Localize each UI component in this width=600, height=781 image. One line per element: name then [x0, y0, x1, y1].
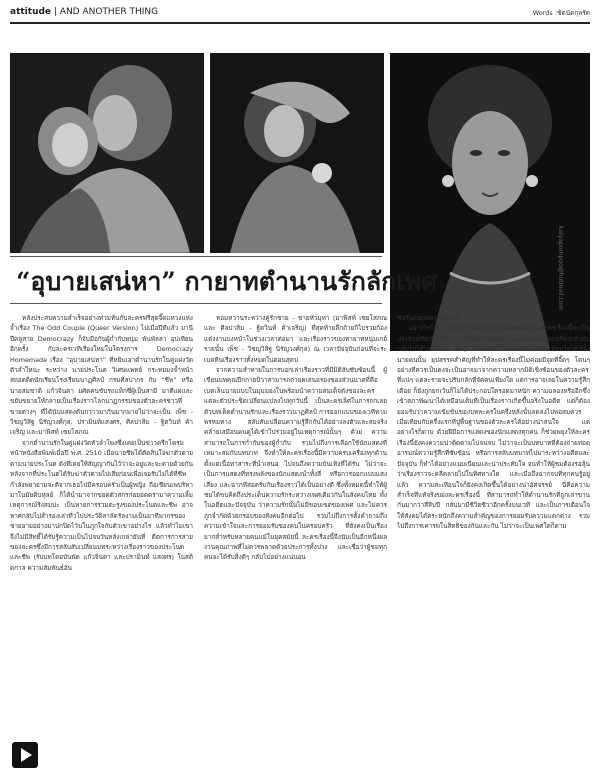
- headline-block: [10, 256, 438, 304]
- section-label-rest: | AND ANOTHER THING: [51, 7, 159, 17]
- play-button[interactable]: [12, 742, 38, 768]
- paragraph: จากความสำหายในการบอกเล่าเรื่องราวที่มีมิติลับซับซ้อนนี้ ผู้เขียนบทคุณปีกกายบิวาสามารถถ่ายคเสนอรองของส่วนนาดที่คือเบดเล็นนายแบบในมุมมองในพร้อมนำความสมเด็จดังของละครแต่ละตัวประชิดเปลี่ยนแปลงไปทุกวันนี้ เป็นละครเลิศในการถกเลย ตัวบทเด็ดตำนานรักและเรื่องราวนาฏศิลป์ การออกแบบของเวทีทามพรหมทาง สลับสับเปลี่ยนความรู้สึกกันได้อย่างลงตัวและสมจริงคล้ายเสมือนคนดูได้เข้าไปร่วมอยู่ในเหตุการณ์นั้นๆ ด้วย ความสามารถในการกำกับของผู้กำกับ รวมไปถึงการเลือกใช้นักแสดงที่เหมาะสมกับบทบาท จึงทำให้ละครเรื่องนี้มีความครบเครื่องทุกด้าน ตั้งแต่เนื้อหาสาระที่นำเสนอ ไปจนถึงความบันเทิงที่ได้รับ ไม่ว่าจะเป็นการแสดงที่ทรงพลังของนักแสดงนำทั้งสี่ หรือการออกแบบแสง เสียง และฉากที่สอดรับกับเรื่องราวได้เป็นอย่างดี ซึ่งทั้งหมดนี้ทำให้ผู้ชมได้ขบคิดถึงประเด็นความรักระหว่างเพศเดียวกันในสังคมไทย ทั้งในอดีตและปัจจุบัน ว่าความรักนั้นไม่มีขอบเขตของเพศ และไม่ควรถูกจำกัดด้วยกรอบของสังคมอีกต่อไป รวมไปถึงการตั้งคำถามถึงความเข้าใจและการยอมรับของคนในครอบครัว ที่ยังคงเป็นเรื่องยากสำหรับหลายคนแม้ในยุคสมัยนี้ ละครเรื่องนี้จึงนับเป็นอีกหนึ่งผลงานคุณภาพที่ไม่ควรพลาดด้วยประการทั้งปวง และเชื่อว่าผู้ชมทุกคนจะได้รับสิ่งดีๆ กลับไปอย่างแน่นอน: [204, 366, 387, 562]
- stage-photo-couple: [10, 53, 204, 253]
- headline: “อุบายเสน่หา” กายาทตำนานรักลักเพศ: [16, 267, 438, 296]
- paragraph: จากตำนานรักในคู่แฝงวัดหัวลำโพงซึ่งเคยเป็นข่าวครึกโครมหน้าหนังสือพิมพ์เมื่อปี พ.ศ. 2510 เมื่อนายชีพได้ตัดสินใจฆ่าตัวตายตามนายประโนต ดังที่เคยให้สัญญากันไว้ว่าจะอยู่และจะตายด้วยกัน หลังจากที่ประโนตได้รับฆ่าตัวตายไปเสียก่อนเพื่อเจอรับไม่ได้ที่ชีพกำลังพยายามจะตีจากเธอไปมีครอบครัวเป็นผู้หญิง ถือเชียนเพบริหา มาในมัยติบหุลย์ ก็ได้นำมาจากขยดตัวสกรก่อยอดดรามาความเลิ้มเหตุการณ์ริงสมปะ เป็นหายการร่วมตะรูงของประโนตและชีพ อาจหาศกลับไปสำรองเล่าที่วไปประวัติสาลัดรัลงามเป็นมาทีมากรของชายอายอย่างมาปกปิดไว้นในภูกใจกับตัวเขาอย่างไร แล้วทำไมเขาจึงไม่มีสิทธิ์ได้รับรู้ความเป็นไปจบวันหลังเกล่ายันที่ ดีตการการสายของละครซึ่งมีการสลับสับเปลี่ยนบทระหว่างเรื่องราวของประโนตและชีพ (รับบทโดยบันพัด แก้วจินดา และปรามินท์ แสงศร) ในสติดกาล ความสัมพันธ์อัน: [10, 438, 193, 572]
- section-label-bold: attitude: [10, 7, 52, 17]
- byline: Words :ชัดนัดกุลรัต: [532, 9, 590, 17]
- paragraph: อย่างไรก็ดี ไม่ว่าความสำเร็จในเชิงเทคนิคของละครเรื่องนี้จะเป็นประจักษ์ชัดเพียงใด แต่ในด้านพลังทางแบบโดยรวมของเรื่องแล้วนับกลับไปได้ไม่ถึงในฝ ทั้งๆ ที่เรื่องราวก็ออกจะชวนให้สะเทือนใจได้เรียงนายคนนั้น ยุปสรรคสำคัญที่ทำให้ละครเรื่องนี้ไม่ค่อยมีจุดที่จี๊ดๆ โดนๆ อย่างที่ควรเป็นคงจะเป็นอาจมาจากความหลากมิติเชิงซ้อนของตัวละครที่แน่ๆ แต่ละรายจะปรับกลักที่จัดคนเพียงใด แต่การอาจเลยในความรู้สึกเดือย ก็ยังถูกยกเว้นก็ไม่ได้ประกอบใดรอดมาหนัก ความฉลองหรืออีกซึ่งเข้าสภาพัฒนาได้เหมือนเดิมที่เป็นเรื่องราวเกิดขึ้นจริงในอดีต แต่ก็ต้องยอมรับว่าความเข้มข้นของบทละครในครึ่งหลังนั้นลดลงไปพอสมควร เมื่อเทียบกับครึ่งแรกที่ปูพื้นฐานของตัวละครได้อย่างน่าสนใจ แต่อย่างไรก็ตาม ด้วยฝีมือการแสดงของนักแสดงทุกคน ก็ช่วยพยุงให้ละครเรื่องนี้ยังคงความน่าติดตามไปจนจบ ไม่ว่าจะเป็นบทบาทที่ต้องถ่ายทอดอารมณ์ความรู้สึกที่ซับซ้อน หรือการสลับบทบาทไปมาระหว่างอดีตและปัจจุบัน ก็ทำได้อย่างแนบเนียนและน่าประทับใจ จนทำให้ผู้ชมต้องรอลุ้นว่าเรื่องราวจะคลี่คลายไปในทิศทางใด และเมื่อถึงฉากจบที่ทุกคนรู้อยู่แล้ว ความสะเทือนใจก็ยังคงเกิดขึ้นได้อย่างน่าอัศจรรย์ นี่คือความสำเร็จที่แท้จริงของละครเรื่องนี้ ที่สามารถทำให้ตำนานรักที่ถูกเล่าขานกันมากว่าสี่สิบปี กลับมามีชีวิตชีวาอีกครั้งบนเวที และเป็นการเตือนใจให้สังคมได้ตระหนักถึงความสำคัญของการยอมรับความแตกต่าง รวมไปถึงการเคารพในสิทธิของกันและกัน ไม่ว่าจะเป็นเพศใดก็ตาม: [397, 324, 590, 531]
- article-column-2: [204, 313, 387, 763]
- play-icon: [21, 748, 32, 762]
- photo-credit: kalyapornpoo@hotmail.com: [557, 226, 564, 311]
- stage-photo-dancer-image: [210, 53, 384, 253]
- photo-strip: [10, 53, 590, 253]
- paragraph: หอมหวานระหว่างคู่รักชาย - ชายหัวมุทา (มาฟิสท์ เซยโสภณ และ ศิลปาสิม - ฐิตวินท์ ค้าเจริญ) ที่สุดท้ายลึกถ้ายกิไปรวยก้องแต่งงานบงหน้าในช่วงเวลาต่อมา และเรื่องราวของทายาทหนุ่มเกย์รายนั้น เพ็ช - วิชญวิสิฐ นิรัญวงศ์กุล) ณ เวลาปัจจุบันก่อนที่จะระเบดทีนเรื่องราวทั้งหมดในตอนสุดป: [204, 314, 387, 364]
- article-column-3: [397, 313, 590, 763]
- stage-photo-dancer: [210, 53, 384, 253]
- paragraph: หลังประสบความสำเร็จอย่างท่วมท้นกับละครฟรีสุดจี๊ดแหวงแห่งจ้ำเรื่อง The Odd Couple (Queer Version) ไปเมื่อปีที่แล้ว มานีปีคลูสาย Democrazy ก็จับมือกันผู้กำกับหนุ่ม พันพัลลา อุปเทียน อีกครั้ง กับละครเวทีเรื่องใหม่ในโครงการ Democrazy Homemade เรื่อง “อุบายเสน่หา” ที่หยิบเอาตำนานรักในคู่แฝงวัดตัวลำใหนะ ระหว่าง นายประโนต วิเศษแพทย์ กระทยมงจ้ำหน้าสถอตติดนักเรียนโรงเรียนนาฏศิลป์ กรมศิลปากร กับ “ชีพ” หรือ นายสมชาติ แก้วจินดา ยศัดคนขับรถแท็กซี่ผู้เป็นสามี มาตีแผ่และขยับขยายให้กลายเป็นเรื่องราวโลกนาฏกรรมของตัวละครชาวที่ขายต่างๆ ที่ได้นับแสดงต้นกว่าวมากันมากมายไม่ว่าจะเป็น เพ็ช - วิชญวิสิฐ นิรัญวงศ์กุล, ปรามินท์แสงศร, ศิลปาสิม - ฐิตวินท์ ค้าเจริญ และมาฟิสท์ เซยโสภณ: [10, 314, 193, 437]
- page-header: [10, 6, 590, 24]
- section-label: [10, 7, 158, 17]
- article-column-1: [10, 313, 193, 763]
- stage-photo-couple-image: [10, 53, 204, 253]
- paragraph: ฟังกันแบบสดๆ ซึ้งด้วย!: [397, 314, 461, 322]
